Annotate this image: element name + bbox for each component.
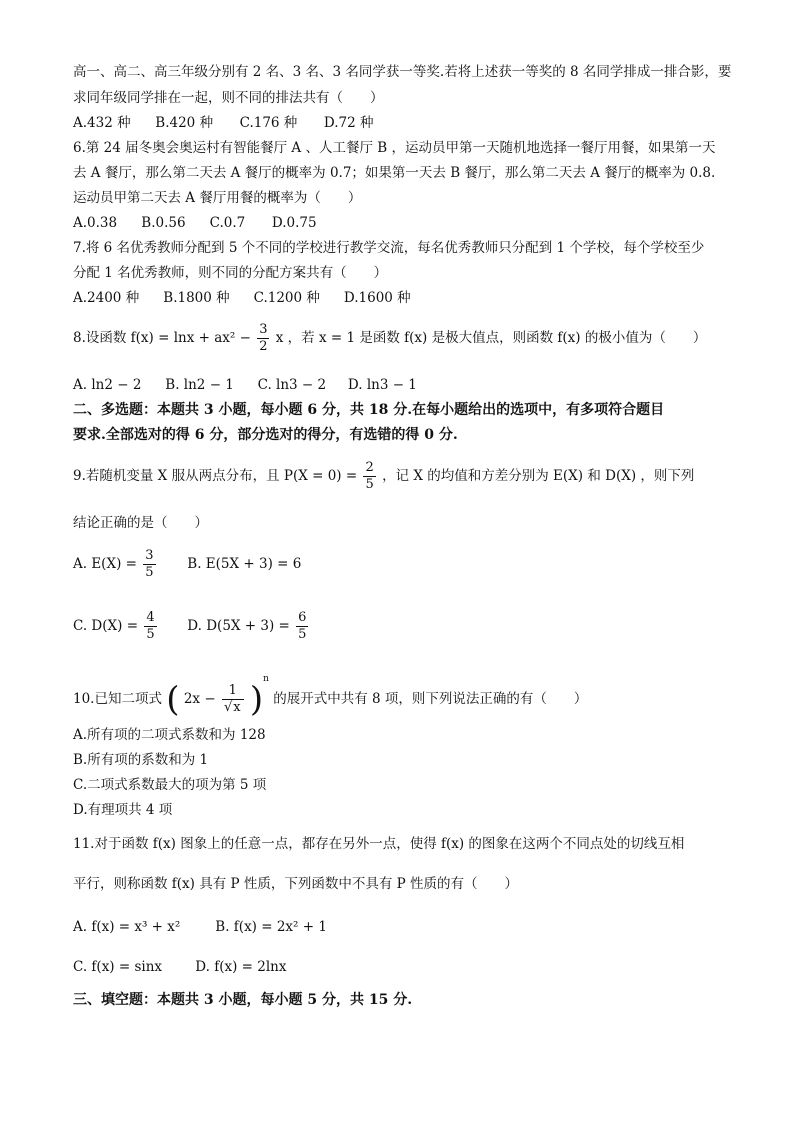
q9-option-a-fraction	[143, 548, 155, 581]
q6-line1: 6.第 24 届冬奥会奥运村有智能餐厅 A 、人工餐厅 B ，运动员甲第一天随机地选择一餐厅用餐，如果第一天	[73, 140, 716, 156]
q6-option-d: D.0.75	[271, 215, 317, 231]
q10-stem	[73, 670, 588, 720]
q10-right-paren: )	[249, 679, 264, 720]
q9-stem	[73, 460, 694, 493]
q10-frac-den: √x	[223, 700, 241, 715]
q9-option-a-text: A. E(X) =	[73, 556, 137, 572]
q5-line1: 高一、高二、高三年级分别有 2 名、3 名、3 名同学获一等奖.若将上述获一等奖的 8 名同学排成一排合影，要	[73, 64, 732, 80]
q5-option-b: B.420 种	[155, 115, 214, 131]
q6-line3: 运动员甲第二天去 A 餐厅用餐的概率为（ ）	[73, 190, 362, 206]
q7-line1: 7.将 6 名优秀教师分配到 5 个不同的学校进行教学交流，每名优秀教师只分配到 1 个学校，每个学校至少	[73, 240, 705, 256]
q9-option-c-fraction	[144, 610, 156, 643]
q6-line2: 去 A 餐厅，那么第二天去 A 餐厅的概率为 0.7；如果第一天去 B 餐厅，那么第二天去 A 餐厅的概率为 0.8.	[73, 165, 716, 181]
q5-line2: 求同年级同学排在一起，则不同的排法共有（ ）	[73, 90, 384, 106]
q10-sqrt-x: x	[233, 700, 241, 715]
q7-option-c: C.1200 种	[253, 290, 320, 306]
q8-option-b: B. ln2 − 1	[165, 377, 234, 393]
q11-option-a: A. f(x) = x³ + x²	[73, 919, 181, 935]
q10-suffix: 的展开式中共有 8 项，则下列说法正确的有（ ）	[273, 691, 588, 707]
q6-option-c: C.0.7	[209, 215, 246, 231]
q10-frac-num: 1	[222, 683, 244, 700]
q9-suffix: ，记 X 的均值和方差分别为 E(X) 和 D(X) ，则下列	[382, 468, 695, 484]
q9-prefix: 9.若随机变量 X 服从两点分布，且 P(X = 0) =	[73, 468, 358, 484]
q11-option-c: C. f(x) = sinx	[73, 959, 163, 975]
q9-option-d-den: 5	[298, 627, 307, 642]
q5-options	[73, 114, 374, 132]
q11-options-ab	[73, 918, 327, 936]
q11-line1: 11.对于函数 f(x) 图象上的任意一点，都存在另外一点，使得 f(x) 的图象在这两个不同点处的切线互相	[73, 836, 685, 852]
q9-option-c-text: C. D(X) =	[73, 618, 139, 634]
q8-option-c: C. ln3 − 2	[257, 377, 327, 393]
q9-frac-num: 2	[365, 460, 374, 475]
q10-exponent: n	[263, 674, 269, 684]
q8-option-d: D. ln3 − 1	[347, 377, 417, 393]
q10-option-d: D.有理项共 4 项	[73, 802, 173, 818]
q7-options	[73, 289, 411, 307]
q10-option-b: B.所有项的系数和为 1	[73, 752, 209, 768]
q9-option-d-fraction	[296, 610, 308, 643]
q9-fraction	[363, 460, 375, 493]
q11-option-d: D. f(x) = 2lnx	[195, 959, 287, 975]
q8-frac-den: 2	[259, 339, 268, 354]
q11-option-b: B. f(x) = 2x² + 1	[215, 919, 327, 935]
q7-option-a: A.2400 种	[73, 290, 140, 306]
q9-option-a	[73, 548, 183, 581]
q5-option-a: A.432 种	[73, 115, 131, 131]
q8-frac-num: 3	[259, 322, 268, 337]
q9-option-a-num: 3	[145, 548, 154, 563]
q8-options	[73, 376, 417, 394]
q9-option-b: B. E(5X + 3) = 6	[187, 556, 302, 572]
q5-option-d: D.72 种	[323, 115, 374, 131]
q9-option-d-num: 6	[298, 610, 307, 625]
q6-options	[73, 214, 317, 232]
q9-option-c-num: 4	[146, 610, 155, 625]
q9-options-ab	[73, 548, 301, 581]
q9-option-c	[73, 610, 183, 643]
q5-option-c: C.176 种	[239, 115, 298, 131]
q8-fraction	[257, 322, 269, 355]
q9-line2: 结论正确的是（ ）	[73, 515, 208, 531]
q10-option-c: C.二项式系数最大的项为第 5 项	[73, 777, 267, 793]
q10-inner-a: 2x −	[183, 691, 216, 707]
q6-option-a: A.0.38	[73, 215, 118, 231]
q8-stem	[73, 322, 706, 355]
q9-option-a-den: 5	[145, 565, 154, 580]
q8-prefix: 8.设函数 f(x) = lnx + ax² −	[73, 330, 251, 346]
section2-line1: 二、多选题：本题共 3 小题，每小题 6 分，共 18 分.在每小题给出的选项中，有多项符合题目	[73, 402, 665, 418]
q7-line2: 分配 1 名优秀教师，则不同的分配方案共有（ ）	[73, 265, 388, 281]
q10-fraction	[222, 683, 244, 716]
section2-line2: 要求.全部选对的得 6 分，部分选对的得分，有选错的得 0 分.	[73, 427, 458, 443]
q7-option-d: D.1600 种	[343, 290, 411, 306]
q8-option-a: A. ln2 − 2	[73, 377, 142, 393]
q10-left-paren: (	[166, 679, 180, 720]
q9-option-d-text: D. D(5X + 3) =	[187, 618, 290, 634]
q11-line2: 平行，则称函数 f(x) 具有 P 性质，下列函数中不具有 P 性质的有（ ）	[73, 876, 519, 892]
q7-option-b: B.1800 种	[163, 290, 230, 306]
q10-prefix: 10.已知二项式	[73, 691, 162, 707]
q11-options-cd	[73, 958, 286, 976]
section3-line1: 三、填空题：本题共 3 小题，每小题 5 分，共 15 分.	[73, 992, 413, 1008]
q9-options-cd	[73, 610, 310, 643]
q9-option-d	[187, 610, 310, 642]
q9-frac-den: 5	[365, 477, 374, 492]
q9-option-c-den: 5	[146, 627, 155, 642]
q6-option-b: B.0.56	[141, 215, 186, 231]
q10-option-a: A.所有项的二项式系数和为 128	[73, 727, 266, 743]
q8-suffix: x ，若 x = 1 是函数 f(x) 是极大值点，则函数 f(x) 的极小值为（ ）	[275, 330, 707, 346]
